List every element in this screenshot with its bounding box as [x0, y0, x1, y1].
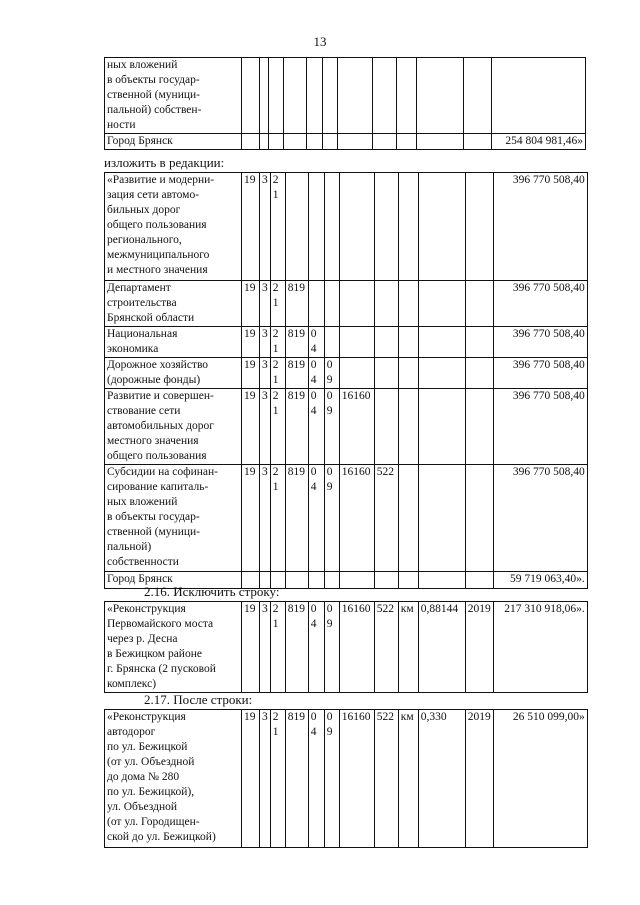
col-osm-cell: 21: [270, 710, 285, 848]
table-row: [105, 327, 588, 358]
col-gr-cell: 819: [285, 710, 308, 848]
col-year-cell: [465, 281, 493, 327]
col-rz-cell: [307, 58, 323, 134]
col-unit-cell: [398, 572, 418, 589]
col-gr-cell: 819: [285, 465, 308, 572]
row-name-cell: «Реконструкция автодорог по ул. Бежицкой (от ул. Объездной до дома № 280 по ул. Бежицкой), ул. Объездной (от ул. Городищен- ской до ул. Бежицкой): [105, 710, 242, 848]
col-vr-cell: [374, 389, 398, 465]
col-capacity-cell: [418, 327, 465, 358]
col-rz-cell: 04: [308, 389, 324, 465]
col-unit-cell: [398, 327, 418, 358]
section-heading-2-17: 2.17. После строки:: [144, 692, 253, 707]
col-vr-cell: 522: [374, 602, 398, 693]
table-row: [105, 134, 586, 150]
col-rz-cell: [307, 134, 323, 150]
col-vr-cell: [374, 572, 398, 589]
col-osm-cell: 21: [270, 465, 285, 572]
col-gr-cell: [285, 572, 308, 589]
row-name-cell: ных вложений в объекты государ- ственной (муници- пальной) собствен- ности: [105, 58, 242, 134]
row-name-cell: Развитие и совершен- ствование сети автомобильных дорог местного значения общего пользования: [105, 389, 242, 465]
row-name-cell: «Развитие и модерни- зация сети автомо- бильных дорог общего пользования регионального, межмуниципального и местного значения: [105, 173, 242, 281]
col-year-cell: [465, 358, 493, 389]
col-pp-cell: 3: [260, 358, 271, 389]
col-gp-cell: 19: [242, 327, 260, 358]
col-pr-cell: [324, 327, 339, 358]
col-vr-cell: [373, 134, 397, 150]
table-row: [105, 465, 588, 572]
col-vr-cell: [374, 358, 398, 389]
table-row: [105, 358, 588, 389]
col-rz-cell: 04: [308, 465, 324, 572]
col-year-cell: [464, 134, 492, 150]
col-unit-cell: [397, 58, 417, 134]
col-pr-cell: 09: [324, 358, 339, 389]
col-capacity-cell: [418, 358, 465, 389]
budget-table-fragment: [104, 57, 586, 150]
col-rz-cell: 04: [308, 358, 324, 389]
col-pr-cell: [323, 134, 338, 150]
col-osm-cell: 21: [270, 602, 285, 693]
col-csr-cell: [339, 358, 374, 389]
col-unit-cell: [398, 358, 418, 389]
row-name-cell: Город Брянск: [105, 134, 242, 150]
col-year-cell: [465, 173, 493, 281]
row-name-cell: Дорожное хозяйство (дорожные фонды): [105, 358, 242, 389]
col-csr-cell: [339, 173, 374, 281]
col-pp-cell: 3: [260, 710, 271, 848]
col-amount-cell: 396 770 508,40: [493, 389, 587, 465]
col-gp-cell: [242, 58, 260, 134]
col-rz-cell: [308, 173, 324, 281]
col-year-cell: 2019: [465, 710, 493, 848]
page-number: 13: [313, 34, 327, 49]
col-gr-cell: [285, 173, 308, 281]
col-pp-cell: 3: [260, 465, 271, 572]
col-pr-cell: [324, 173, 339, 281]
col-amount-cell: 396 770 508,40: [493, 327, 587, 358]
col-amount-cell: 254 804 981,46»: [492, 134, 586, 150]
col-amount-cell: 396 770 508,40: [493, 465, 587, 572]
col-year-cell: [465, 327, 493, 358]
instruction-text: изложить в редакции:: [104, 155, 225, 170]
col-amount-cell: 396 770 508,40: [493, 358, 587, 389]
col-pr-cell: 09: [324, 602, 339, 693]
col-year-cell: [465, 389, 493, 465]
col-pr-cell: [323, 58, 338, 134]
col-capacity-cell: 0,330: [418, 710, 465, 848]
col-vr-cell: 522: [374, 710, 398, 848]
budget-table-after-row: [104, 709, 588, 848]
row-name-cell: «Реконструкция Первомайского моста через р. Десна в Бежицком районе г. Брянска (2 пусковой комплекс): [105, 602, 242, 693]
col-capacity-cell: [418, 281, 465, 327]
col-osm-cell: 21: [270, 389, 285, 465]
col-gr-cell: [284, 58, 307, 134]
col-unit-cell: [398, 465, 418, 572]
col-pp-cell: 3: [260, 389, 271, 465]
col-amount-cell: 217 310 918,06».: [493, 602, 587, 693]
col-amount-cell: 396 770 508,40: [493, 173, 587, 281]
table-row: [105, 602, 588, 693]
col-gp-cell: 19: [242, 173, 260, 281]
col-pp-cell: 3: [260, 327, 271, 358]
col-gp-cell: 19: [242, 602, 260, 693]
col-unit-cell: [398, 173, 418, 281]
col-capacity-cell: [418, 173, 465, 281]
col-osm-cell: 21: [270, 173, 285, 281]
col-csr-cell: 16160: [339, 710, 374, 848]
col-gr-cell: 819: [285, 389, 308, 465]
col-csr-cell: [338, 134, 373, 150]
col-capacity-cell: [417, 134, 464, 150]
col-amount-cell: 396 770 508,40: [493, 281, 587, 327]
col-pr-cell: 09: [324, 389, 339, 465]
col-gp-cell: [242, 134, 260, 150]
col-gp-cell: 19: [242, 281, 260, 327]
col-csr-cell: [339, 327, 374, 358]
col-year-cell: 2019: [465, 602, 493, 693]
col-year-cell: [465, 572, 493, 589]
col-pp-cell: 3: [260, 602, 271, 693]
col-osm-cell: 21: [270, 281, 285, 327]
col-csr-cell: 16160: [339, 389, 374, 465]
col-gr-cell: 819: [285, 358, 308, 389]
col-gp-cell: 19: [242, 710, 260, 848]
col-pp-cell: [260, 134, 269, 150]
col-vr-cell: [374, 327, 398, 358]
col-gr-cell: 819: [285, 327, 308, 358]
col-amount-cell: 59 719 063,40».: [493, 572, 587, 589]
col-rz-cell: [308, 572, 324, 589]
col-pp-cell: 3: [260, 173, 271, 281]
col-vr-cell: [373, 58, 397, 134]
col-csr-cell: [339, 572, 374, 589]
col-pp-cell: [260, 58, 269, 134]
col-capacity-cell: [418, 389, 465, 465]
col-rz-cell: 04: [308, 327, 324, 358]
col-gr-cell: 819: [285, 602, 308, 693]
col-csr-cell: [338, 58, 373, 134]
col-vr-cell: 522: [374, 465, 398, 572]
col-csr-cell: [339, 281, 374, 327]
col-gp-cell: 19: [242, 389, 260, 465]
col-osm-cell: 21: [270, 327, 285, 358]
col-capacity-cell: [418, 465, 465, 572]
col-year-cell: [465, 465, 493, 572]
col-pr-cell: 09: [324, 710, 339, 848]
table-row: [105, 58, 586, 134]
col-csr-cell: 16160: [339, 602, 374, 693]
budget-table-excluded-row: [104, 601, 588, 693]
col-osm-cell: [269, 134, 284, 150]
col-unit-cell: км: [398, 602, 418, 693]
col-vr-cell: [374, 173, 398, 281]
col-capacity-cell: 0,88144: [418, 602, 465, 693]
col-rz-cell: [308, 281, 324, 327]
col-amount-cell: [492, 58, 586, 134]
section-heading-2-16: 2.16. Исключить строку:: [144, 584, 280, 599]
col-gp-cell: 19: [242, 358, 260, 389]
table-row: [105, 281, 588, 327]
col-rz-cell: 04: [308, 710, 324, 848]
col-amount-cell: 26 510 099,00»: [493, 710, 587, 848]
col-year-cell: [464, 58, 492, 134]
row-name-cell: Город Брянск: [105, 572, 242, 589]
col-osm-cell: 21: [270, 358, 285, 389]
table-row: [105, 710, 588, 848]
col-csr-cell: 16160: [339, 465, 374, 572]
col-gr-cell: 819: [285, 281, 308, 327]
col-pp-cell: 3: [260, 281, 271, 327]
col-osm-cell: [269, 58, 284, 134]
col-pr-cell: [324, 572, 339, 589]
col-unit-cell: [398, 281, 418, 327]
row-name-cell: Департамент строительства Брянской области: [105, 281, 242, 327]
col-rz-cell: 04: [308, 602, 324, 693]
col-gr-cell: [284, 134, 307, 150]
col-capacity-cell: [418, 572, 465, 589]
col-vr-cell: [374, 281, 398, 327]
budget-table-revised: [104, 172, 588, 589]
col-gp-cell: 19: [242, 465, 260, 572]
row-name-cell: Национальная экономика: [105, 327, 242, 358]
table-row: [105, 389, 588, 465]
col-pr-cell: 09: [324, 465, 339, 572]
col-unit-cell: [397, 134, 417, 150]
col-unit-cell: [398, 389, 418, 465]
col-capacity-cell: [417, 58, 464, 134]
col-unit-cell: км: [398, 710, 418, 848]
col-pr-cell: [324, 281, 339, 327]
table-row: [105, 173, 588, 281]
row-name-cell: Субсидии на софинан- сирование капиталь- ных вложений в объекты государ- ственной (муници- пальной) собственности: [105, 465, 242, 572]
